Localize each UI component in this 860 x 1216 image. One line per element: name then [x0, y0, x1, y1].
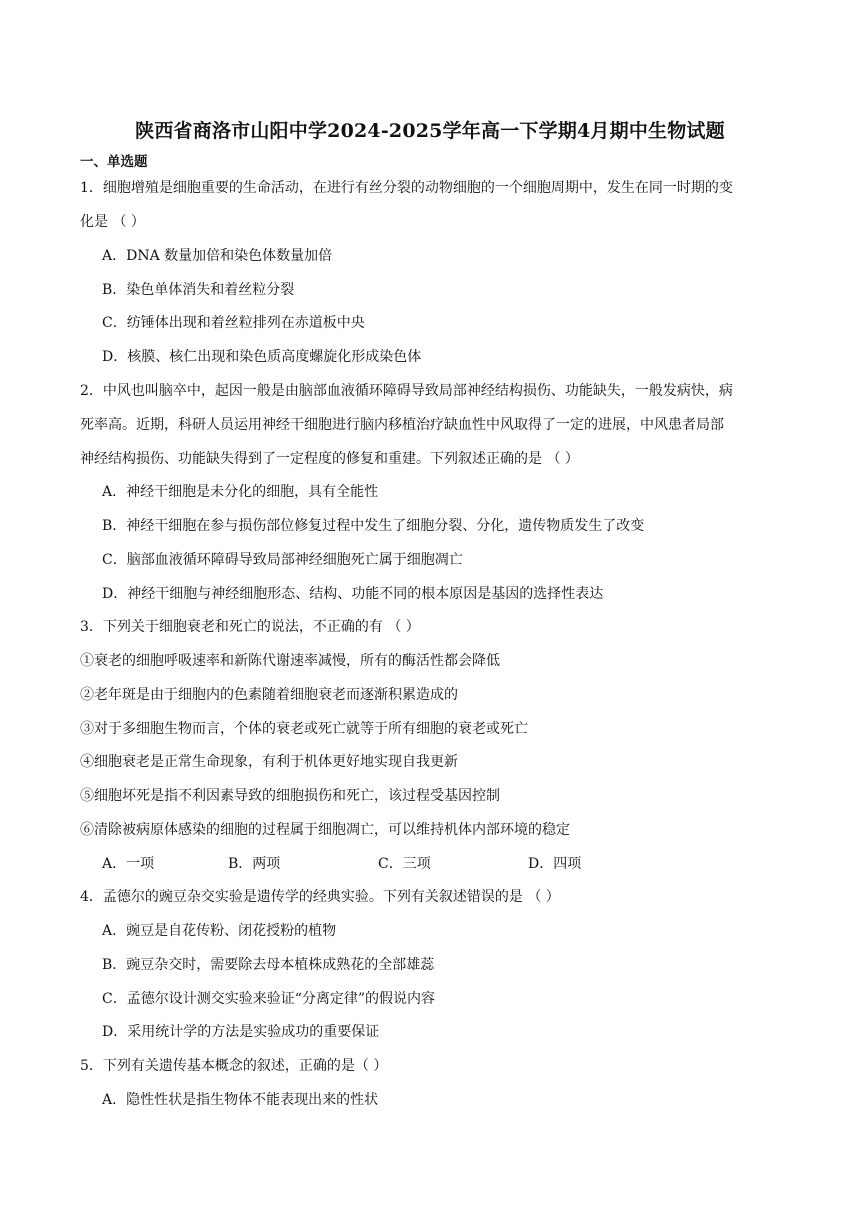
question-4-text: 4．孟德尔的豌豆杂交实验是遗传学的经典实验。下列有关叙述错误的是 （ ） — [80, 889, 560, 905]
question-4-option-a: A．豌豆是自花传粉、闭花授粉的植物 — [102, 923, 337, 939]
question-4-option-b: B．豌豆杂交时，需要除去母本植株成熟花的全部雄蕊 — [102, 957, 435, 973]
question-3-statement-3: ③对于多细胞生物而言，个体的衰老或死亡就等于所有细胞的衰老或死亡 — [80, 721, 528, 737]
question-1-option-a: A．DNA 数量加倍和染色体数量加倍 — [102, 248, 333, 264]
question-2-text-cont: 死率高。近期，科研人员运用神经干细胞进行脑内移植治疗缺血性中风取得了一定的进展，中风患者局部 — [80, 417, 724, 433]
question-2-text: 2．中风也叫脑卒中，起因一般是由脑部血液循环障碍导致局部神经结构损伤、功能缺失，一般发病快，病 — [80, 383, 733, 399]
question-3-option-a: A．一项 — [102, 856, 155, 872]
question-3-statement-1: ①衰老的细胞呼吸速率和新陈代谢速率减慢，所有的酶活性都会降低 — [80, 653, 500, 669]
section-heading: 一、单选题 — [80, 154, 148, 170]
question-3-option-c: C．三项 — [378, 856, 431, 872]
question-3-text: 3．下列关于细胞衰老和死亡的说法，不正确的有 （ ） — [80, 619, 420, 635]
question-2-option-a: A．神经干细胞是未分化的细胞，具有全能性 — [102, 484, 379, 500]
question-1-text-cont: 化是 （ ） — [80, 214, 145, 230]
question-3-statement-6: ⑥清除被病原体感染的细胞的过程属于细胞凋亡，可以维持机体内部环境的稳定 — [80, 822, 570, 838]
question-1-option-c: C．纺锤体出现和着丝粒排列在赤道板中央 — [102, 315, 365, 331]
question-4-option-c: C．孟德尔设计测交实验来验证“分离定律”的假说内容 — [102, 991, 436, 1007]
question-2-option-c: C．脑部血液循环障碍导致局部神经细胞死亡属于细胞凋亡 — [102, 552, 463, 568]
question-4-option-d: D．采用统计学的方法是实验成功的重要保证 — [102, 1024, 380, 1040]
question-2-text-cont2: 神经结构损伤、功能缺失得到了一定程度的修复和重建。下列叙述正确的是 （ ） — [80, 451, 579, 467]
question-3-option-b: B．两项 — [228, 856, 281, 872]
page-title: 陕西省商洛市山阳中学2024-2025学年高一下学期4月期中生物试题 — [135, 120, 725, 142]
question-1-option-b: B．染色单体消失和着丝粒分裂 — [102, 282, 295, 298]
question-5-option-a: A．隐性性状是指生物体不能表现出来的性状 — [102, 1092, 379, 1108]
question-3-statement-5: ⑤细胞坏死是指不利因素导致的细胞损伤和死亡，该过程受基因控制 — [80, 788, 500, 804]
question-3-statement-2: ②老年斑是由于细胞内的色素随着细胞衰老而逐渐积累造成的 — [80, 687, 458, 703]
question-1-text: 1．细胞增殖是细胞重要的生命活动，在进行有丝分裂的动物细胞的一个细胞周期中，发生在同一时期的变 — [80, 180, 733, 196]
question-3-option-d: D．四项 — [528, 856, 582, 872]
question-1-option-d: D．核膜、核仁出现和染色质高度螺旋化形成染色体 — [102, 349, 422, 365]
question-2-option-d: D．神经干细胞与神经细胞形态、结构、功能不同的根本原因是基因的选择性表达 — [102, 586, 604, 602]
question-5-text: 5．下列有关遗传基本概念的叙述，正确的是（ ） — [80, 1058, 388, 1074]
question-3-statement-4: ④细胞衰老是正常生命现象，有利于机体更好地实现自我更新 — [80, 754, 458, 770]
question-2-option-b: B．神经干细胞在参与损伤部位修复过程中发生了细胞分裂、分化，遗传物质发生了改变 — [102, 518, 645, 534]
